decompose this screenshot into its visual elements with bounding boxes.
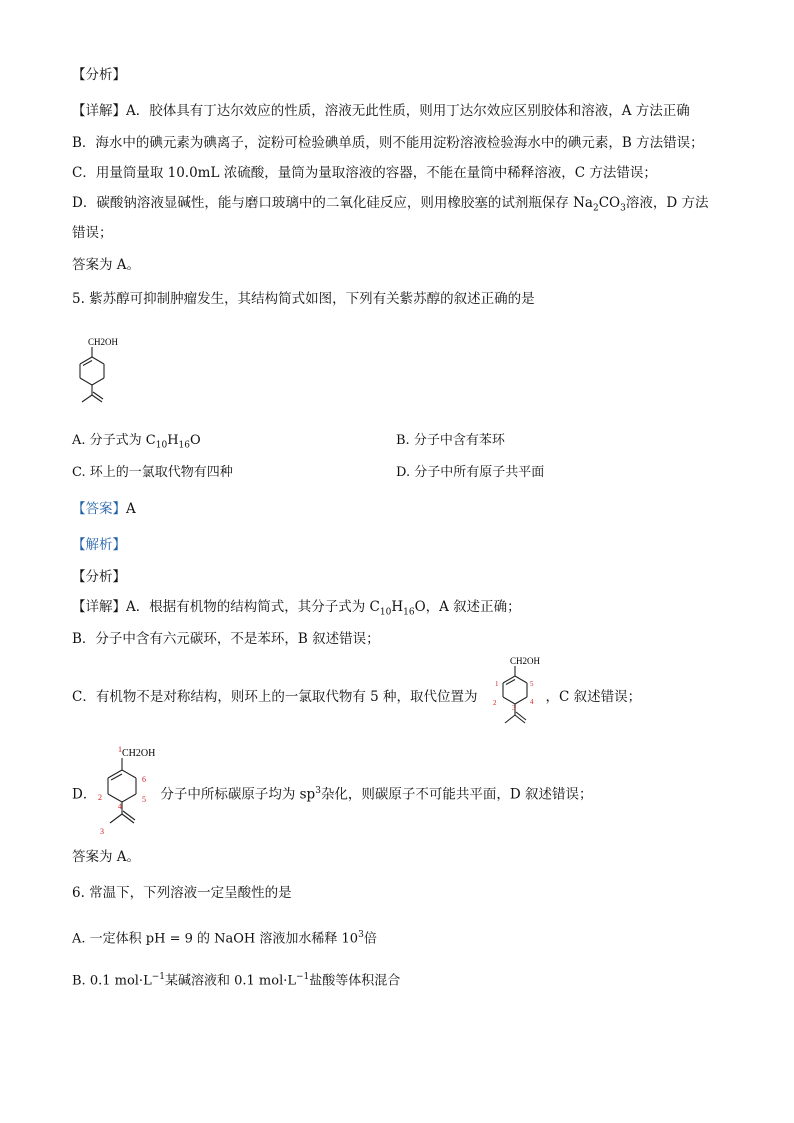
q5-stem: 5. 紫苏醇可抑制肿瘤发生，其结构简式如图，下列有关紫苏醇的叙述正确的是	[72, 291, 535, 307]
q5-detail-d: D． 分子中所标碳原子均为 $sp^3$杂化，则碳原子不可能共平面，D 叙述错误；	[72, 786, 593, 803]
q5-option-b[interactable]: B. 分子中含有苯环	[396, 433, 505, 448]
svg-text:6: 6	[142, 775, 146, 784]
q5-detail-a: 【详解】A．根据有机物的结构简式，其分子式为 $C_{10}H_{16}O$，A 叙述正确；	[72, 599, 521, 618]
q4-detail-d: D．碳酸钠溶液显碱性，能与磨口玻璃中的二氧化硅反应，则用橡胶塞的试剂瓶保存 $Na_2CO_3$溶液，D 方法	[72, 195, 709, 214]
ch2oh-label-d: CH2OH	[122, 748, 156, 759]
q4-detail-d-cont: 错误；	[72, 225, 113, 241]
q4-answer: 答案为 A。	[72, 257, 141, 273]
answer-value: A	[126, 501, 136, 517]
q4-detail-c: C．用量筒量取 10.0mL 浓硫酸，量筒为量取溶液的容器，不能在量筒中稀释溶液，C 方法错误；	[72, 165, 657, 181]
svg-text:3: 3	[100, 827, 104, 836]
svg-text:1: 1	[118, 745, 122, 754]
q5-answer: 答案为 A。	[72, 849, 141, 865]
q5-detail-b: B．分子中含有六元碳环，不是苯环，B 叙述错误；	[72, 631, 380, 647]
q6-option-a[interactable]: A. 一定体积 pH = 9 的 NaOH 溶液加水稀释 $10^3$倍	[72, 930, 377, 947]
svg-text:1: 1	[495, 680, 499, 688]
ch2oh-label: CH2OH	[88, 337, 119, 347]
answer-tag: 【答案】	[72, 501, 126, 517]
ch2oh-label-c: CH2OH	[510, 656, 541, 666]
svg-text:4: 4	[118, 802, 122, 811]
svg-text:2: 2	[493, 699, 497, 707]
q4-detail-b: B．海水中的碘元素为碘离子，淀粉可检验碘单质，则不能用淀粉溶液检验海水中的碘元素，B 方法错误；	[72, 135, 704, 151]
q6-option-b[interactable]: B. 0.1 $mol\cdot L^{-1}$某碱溶液和 0.1 $mol\cdot L^{-1}$盐酸等体积混合	[72, 972, 401, 989]
perillyl-alcohol-structure	[68, 334, 138, 418]
svg-text:4: 4	[530, 698, 534, 706]
q5-detail-c: C．有机物不是对称结构，则环上的一氯取代物有 5 种，取代位置为 ，C 叙述错误；	[72, 689, 642, 705]
q6-stem: 6. 常温下，下列溶液一定呈酸性的是	[72, 885, 292, 901]
q5-analysis-heading: 【分析】	[72, 569, 126, 585]
svg-text:2: 2	[98, 793, 102, 802]
svg-text:5: 5	[142, 795, 146, 804]
svg-text:5: 5	[530, 680, 534, 688]
q4-detail-a: 【详解】A．胶体具有丁达尔效应的性质，溶液无此性质，则用丁达尔效应区别胶体和溶液，A 方法正确	[72, 103, 690, 119]
q5-option-a[interactable]: A. 分子式为 $C_{10}H_{16}O$	[72, 433, 201, 451]
q5-answer-line	[72, 500, 136, 518]
structure-with-positions-c	[488, 652, 558, 740]
q5-option-c[interactable]: C. 环上的一氯取代物有四种	[72, 465, 233, 480]
q5-option-d[interactable]: D. 分子中所有原子共平面	[396, 465, 545, 480]
q4-analysis-heading: 【分析】	[72, 67, 126, 83]
svg-text:3: 3	[512, 704, 516, 712]
q5-explanation-heading: 【解析】	[72, 537, 126, 553]
